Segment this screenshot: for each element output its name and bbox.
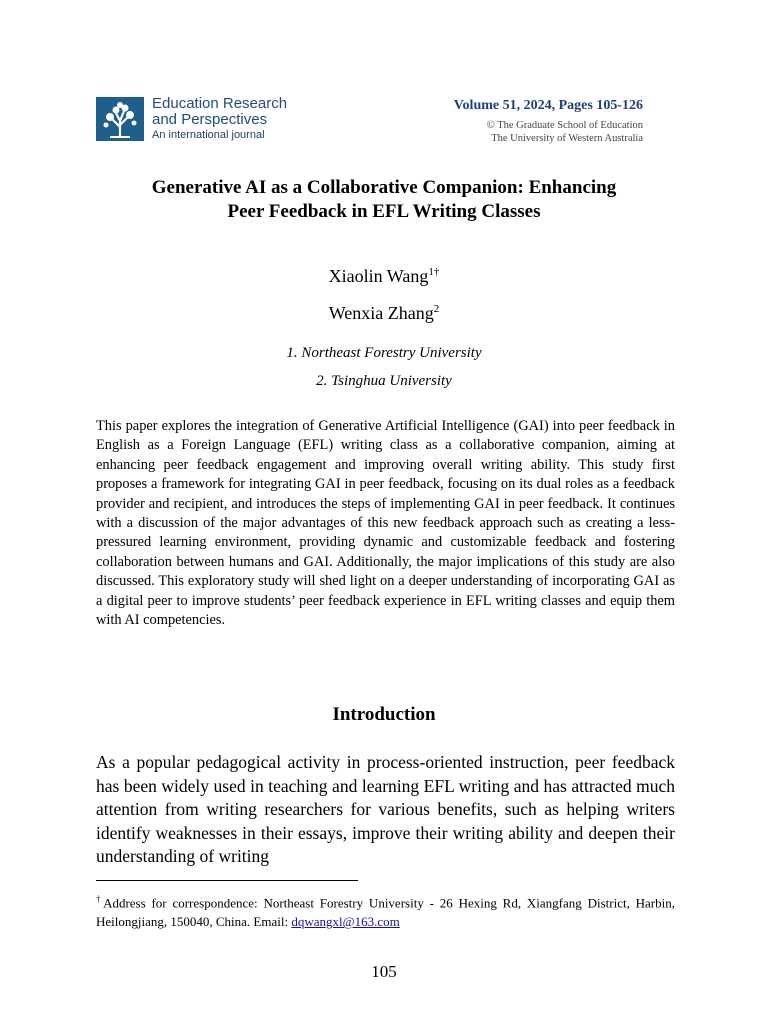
footnote-divider [96,880,358,881]
author-list [96,256,672,330]
volume-info: Volume 51, 2024, Pages 105-126 [453,98,643,113]
copyright-line1: © The Graduate School of Education [486,120,643,131]
journal-logo-tree-icon [96,97,144,141]
author-affiliation-mark: 2 [433,303,440,315]
section-heading: Introduction [332,704,436,725]
paper-title [96,176,672,224]
abstract: This paper explores the integration of Generative Artificial Intelligence (GAI) into peer feedback in English as a Foreign Language (EFL) writing class as a collaborative companion, aiming at enhancing peer feedback engagement and improving overall writing ability. This study first proposes a framework for integrating GAI in peer feedback, focusing on its dual roles as a feedback provider and recipient, and introduces the steps of implementing GAI in peer feedback. It continues with a discussion of the major advantages of this new feedback approach such as creating a less-pressured learning environment, providing dynamic and customizable feedback and fostering collaboration between humans and GAI. Additionally, the major implications of this study are also discussed. This exploratory study will shed light on a deeper understanding of incorporating GAI as a digital peer to improve students’ peer feedback experience in EFL writing classes and equip them with AI competencies. [96,418,675,629]
affiliation-list [96,339,672,395]
affiliation: 2. Tsinghua University [316,373,452,389]
journal-name-line1: Education Research [152,95,288,112]
author-name: Wenxia Zhang [328,303,434,323]
footnote [96,890,675,931]
body-paragraph: As a popular pedagogical activity in process-oriented instruction, peer feedback has been widely used in teaching and learning EFL writing and has attracted much attention from writing researchers for various benefits, such as helping writers identify weaknesses in their essays, improve their writing ability and deepen their understanding of writing [96,752,675,866]
paper-title-line2: Peer Feedback in EFL Writing Classes [227,201,541,222]
author [96,293,672,330]
copyright-line2: The University of Western Australia [491,133,643,144]
footnote-text: Address for correspondence: Northeast Forestry University - 26 Hexing Rd, Xiangfang District, Harbin, Heilongjiang, 150040, China. Email: [96,895,675,930]
author [96,256,672,293]
journal-subtitle: An international journal [152,129,265,141]
journal-name-line2: and Perspectives [152,111,268,128]
email-link[interactable]: dqwangxl@163.com [291,914,400,930]
affiliation: 1. Northeast Forestry University [286,345,482,361]
paper-title-line1: Generative AI as a Collaborative Companion: Enhancing [151,177,617,198]
journal-name [152,96,287,142]
author-affiliation-mark: 1† [428,266,440,278]
author-name: Xiaolin Wang [328,266,429,286]
page-number: 105 [371,962,397,981]
footnote-mark: † [96,894,104,904]
copyright-info [487,119,643,145]
